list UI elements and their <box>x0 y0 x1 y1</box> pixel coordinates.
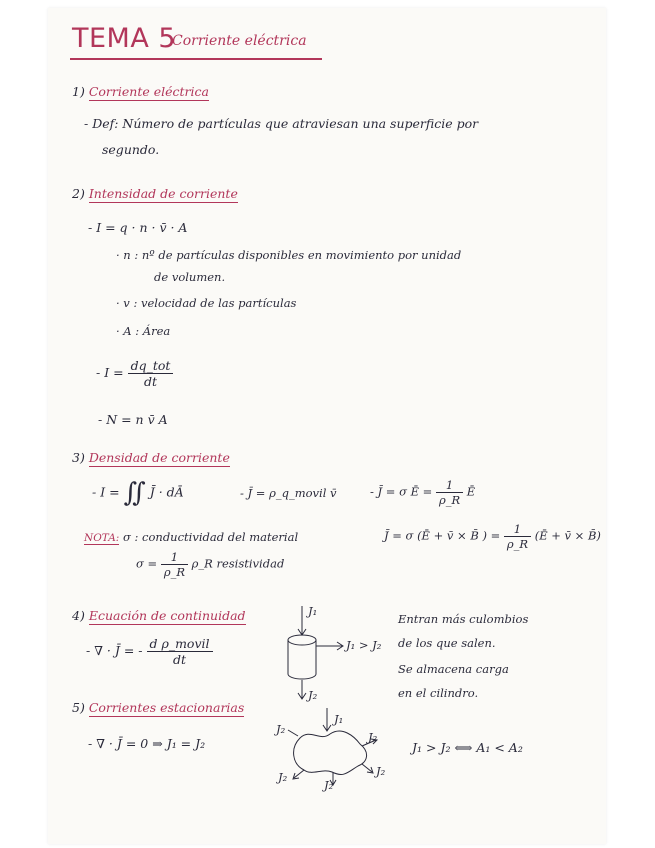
intensity-derivative-formula <box>96 358 173 389</box>
intensity-formula: - I = q · n · v̄ · A <box>88 220 188 235</box>
section-3-title: Densidad de corriente <box>88 450 230 465</box>
cylinder-bottom <box>288 674 316 679</box>
fraction-denominator: dt <box>172 652 187 667</box>
title-underline <box>70 58 322 60</box>
sigma-resistivity-formula <box>136 550 284 579</box>
fraction-numerator: 1 <box>436 478 463 493</box>
note-conductivity <box>84 530 298 544</box>
fraction-numerator: 1 <box>504 522 531 537</box>
formula-lhs: σ = <box>136 556 158 571</box>
arrow-left-up <box>288 730 298 736</box>
label-j1-top: J₁ <box>334 712 344 726</box>
n-definition-line-2: de volumen. <box>154 270 226 284</box>
section-5-title: Corrientes estacionarias <box>88 700 245 715</box>
fraction-numerator: d ρ_movil <box>147 636 213 652</box>
label-j2-bottom: J₂ <box>324 778 334 792</box>
formula-rhs: J₁ = J₂ <box>166 736 206 751</box>
fraction-denominator: dt <box>143 374 157 389</box>
fraction <box>128 358 174 389</box>
page-subtitle: Corriente eléctrica <box>172 33 307 49</box>
arrow-bottom-left <box>294 770 304 778</box>
section-1-number: 1) <box>72 84 85 99</box>
section-5-heading <box>72 700 244 715</box>
particle-count-formula: - N = n v̄ A <box>98 412 168 427</box>
section-1-title: Corriente eléctrica <box>88 84 209 99</box>
arrow-bottom-right <box>362 764 372 772</box>
cylinder-diagram <box>276 604 376 700</box>
continuity-equation <box>86 636 213 667</box>
formula-lhs: - ∇̄ · J̄ = 0 <box>88 736 149 751</box>
note-line-3: Se almacena carga <box>398 662 509 676</box>
ohm-law-formula <box>370 478 475 507</box>
notebook-page <box>48 8 606 844</box>
section-2-title: Intensidad de corriente <box>88 186 238 201</box>
label-j2-right: J₂ <box>368 730 378 744</box>
fraction-denominator: ρ_R <box>506 537 529 551</box>
section-1-heading <box>72 84 209 99</box>
note-line-4: en el cilindro. <box>398 686 479 700</box>
note-line-2: de los que salen. <box>398 636 496 650</box>
label-j1: J₁ <box>308 604 318 618</box>
section-4-title: Ecuación de continuidad <box>88 608 246 623</box>
fraction-numerator: dq_tot <box>128 358 174 374</box>
stationary-current-equation <box>88 736 205 751</box>
fraction <box>436 478 463 507</box>
implies-arrow: ⇒ <box>152 736 163 751</box>
formula-lhs: J̄ = σ (Ē + v̄ × B̄ ) = <box>384 528 501 543</box>
formula-lhs: - I = <box>96 365 124 380</box>
label-j1-gt-j2: J₁ > J₂ <box>346 638 382 652</box>
note-line-1: Entran más culombios <box>398 612 529 626</box>
surface-outline <box>294 731 367 774</box>
fraction-denominator: ρ_R <box>163 565 185 579</box>
definition-line-1: - Def: Número de partículas que atraviesan una superficie por <box>84 116 479 131</box>
density-velocity-formula: - J̄ = ρ_q_movil v̄ <box>240 486 337 500</box>
section-2-number: 2) <box>72 186 85 201</box>
formula-lhs: - ∇̄ · J̄ = - <box>86 643 143 658</box>
current-area-relation: J₁ > J₂ ⟺ A₁ < A₂ <box>412 740 523 755</box>
fraction-denominator: ρ_R <box>438 493 461 507</box>
section-4-number: 4) <box>72 608 85 623</box>
section-5-number: 5) <box>72 700 85 715</box>
lorentz-density-formula <box>384 522 601 551</box>
v-definition: · v : velocidad de las partículas <box>116 296 297 310</box>
formula-lhs: - J̄ = σ Ē = <box>370 484 433 499</box>
n-definition-line-1: · n : nº de partículas disponibles en movimiento por unidad <box>116 248 462 262</box>
section-3-heading <box>72 450 230 465</box>
section-4-heading <box>72 608 246 623</box>
label-j2: J₂ <box>308 688 318 702</box>
note-label: NOTA: <box>84 532 120 544</box>
fraction-numerator: 1 <box>161 550 188 565</box>
fraction <box>504 522 531 551</box>
section-3-number: 3) <box>72 450 85 465</box>
label-j2-bottom-right: J₂ <box>376 764 386 778</box>
formula-rhs: J̄ · dĀ <box>149 484 184 500</box>
formula-lhs: - I = <box>92 484 120 500</box>
double-integral-sign: ∬ <box>123 478 146 508</box>
fraction <box>161 550 188 579</box>
page-title: TEMA 5 <box>72 23 177 54</box>
resistivity-definition: ρ_R resistividad <box>191 556 285 571</box>
formula-rhs: Ē <box>466 484 476 499</box>
fraction <box>147 636 213 667</box>
label-j2-left: J₂ <box>276 722 286 736</box>
definition-line-2: segundo. <box>102 142 160 157</box>
a-definition: · A : Área <box>116 324 171 338</box>
current-integral-formula <box>92 478 184 508</box>
cylinder-top <box>288 635 316 645</box>
formula-rhs: (Ē + v̄ × B̄) <box>534 528 601 543</box>
section-2-heading <box>72 186 238 201</box>
label-j2-bottom-left: J₂ <box>278 770 288 784</box>
conductivity-definition: σ : conductividad del material <box>123 530 299 544</box>
